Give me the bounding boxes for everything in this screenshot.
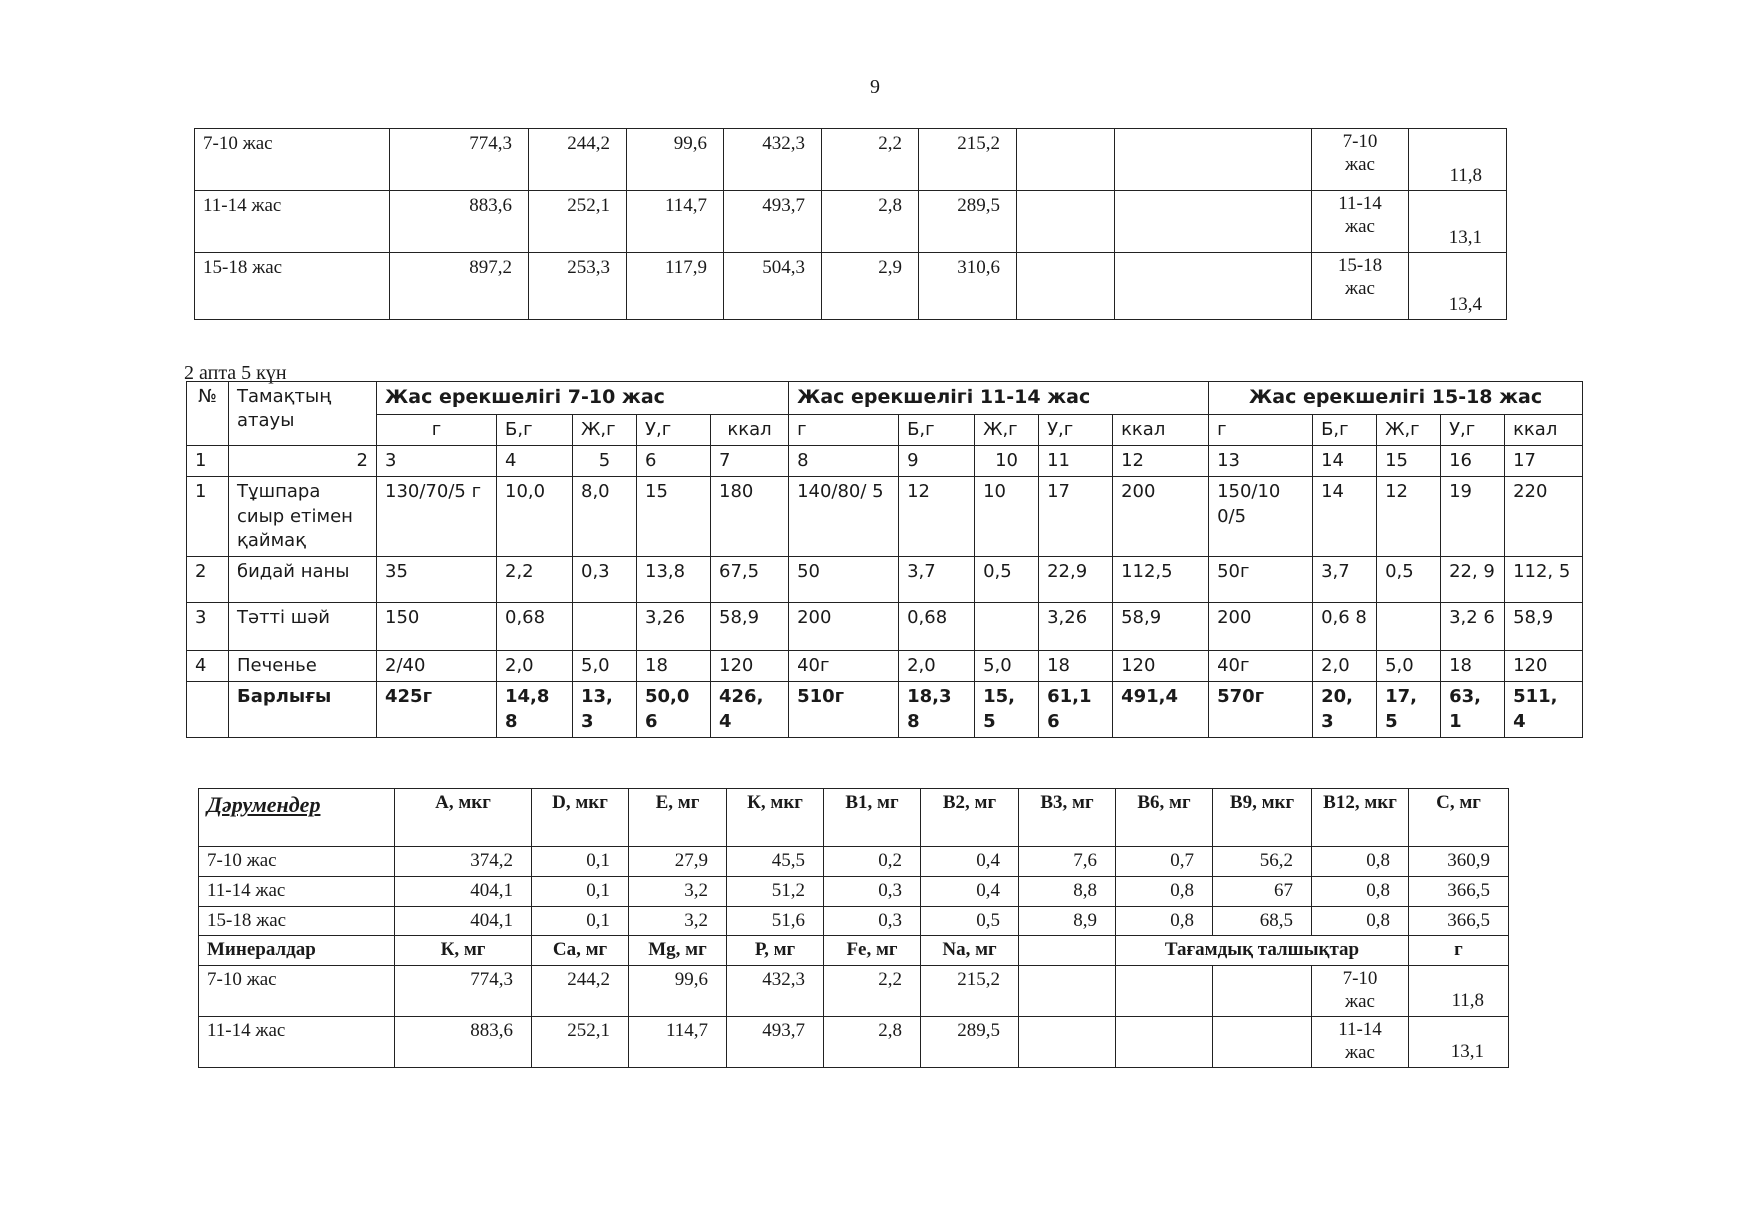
column-number: 1	[187, 445, 229, 476]
menu-value: 150/10 0/5	[1209, 477, 1313, 557]
menu-value: 22, 9	[1441, 557, 1505, 603]
mineral-value: 114,7	[629, 1016, 727, 1067]
column-number: 12	[1113, 445, 1209, 476]
vitamin-header: В9, мкг	[1213, 789, 1312, 847]
column-number: 2	[229, 445, 377, 476]
subheader-cell: У,г	[1441, 414, 1505, 445]
mineral-header: Р, мг	[727, 936, 824, 966]
vitamin-value: 360,9	[1409, 847, 1509, 877]
mg-value: 117,9	[627, 253, 724, 320]
menu-value: 130/70/5 г	[377, 477, 497, 557]
vitamin-value: 8,8	[1019, 876, 1116, 906]
mineral-table-title: Минералдар	[199, 936, 395, 966]
empty-cell	[1116, 1016, 1213, 1067]
vitamin-value: 0,1	[532, 876, 629, 906]
total-row	[187, 682, 1583, 738]
vitamin-header: В3, мг	[1019, 789, 1116, 847]
menu-value	[975, 603, 1039, 651]
mineral-header: Mg, мг	[629, 936, 727, 966]
empty-cell	[1213, 1016, 1312, 1067]
mg-value: 99,6	[627, 129, 724, 191]
menu-value: 5,0	[573, 651, 637, 682]
vitamin-value: 0,8	[1116, 876, 1213, 906]
menu-value: 19	[1441, 477, 1505, 557]
vitamin-value: 67	[1213, 876, 1312, 906]
vitamin-row	[199, 876, 1509, 906]
ca-value: 252,1	[529, 191, 627, 253]
total-value: 511, 4	[1505, 682, 1583, 738]
fiber-age-unit: жас	[1345, 277, 1375, 299]
empty-cell	[1019, 1016, 1116, 1067]
fiber-age-range: 11-14	[1338, 193, 1382, 214]
menu-value: 0,5	[975, 557, 1039, 603]
fiber-value: 13,1	[1409, 1016, 1509, 1067]
page-number: 9	[870, 76, 880, 98]
row-label: 11-14 жас	[199, 1016, 395, 1067]
menu-value: 112,5	[1113, 557, 1209, 603]
total-value: 61,1 6	[1039, 682, 1113, 738]
fiber-age-label	[1312, 966, 1409, 1017]
fiber-unit-header: г	[1409, 936, 1509, 966]
subheader-cell: ккал	[1113, 414, 1209, 445]
menu-value: 12	[899, 477, 975, 557]
empty-cell	[1115, 129, 1312, 191]
total-value: 425г	[377, 682, 497, 738]
mineral-header: Са, мг	[532, 936, 629, 966]
na-value: 310,6	[919, 253, 1017, 320]
menu-value: 58,9	[711, 603, 789, 651]
vitamin-value: 0,8	[1312, 876, 1409, 906]
age-group-header: Жас ерекшелігі 7-10 жас	[377, 382, 789, 415]
vitamin-value: 0,1	[532, 847, 629, 877]
k-value: 897,2	[390, 253, 529, 320]
vitamin-value: 0,8	[1116, 906, 1213, 936]
mineral-header-row	[199, 936, 1509, 966]
column-number: 4	[497, 445, 573, 476]
menu-value: 0,3	[573, 557, 637, 603]
column-number: 3	[377, 445, 497, 476]
mineral-value: 289,5	[921, 1016, 1019, 1067]
empty-cell	[187, 682, 229, 738]
vitamin-table-title: Дәрумендер	[199, 789, 395, 847]
mineral-row	[199, 1016, 1509, 1067]
fiber-value: 11,8	[1409, 129, 1507, 191]
vitamin-value: 0,4	[921, 876, 1019, 906]
menu-value: 3,26	[1039, 603, 1113, 651]
fe-value: 2,8	[822, 191, 919, 253]
fiber-value: 13,4	[1409, 253, 1507, 320]
vitamin-header-row	[199, 789, 1509, 847]
food-name: бидай наны	[229, 557, 377, 603]
mineral-value: 493,7	[727, 1016, 824, 1067]
mineral-value: 432,3	[727, 966, 824, 1017]
total-value: 491,4	[1113, 682, 1209, 738]
vitamin-header: С, мг	[1409, 789, 1509, 847]
menu-row	[187, 603, 1583, 651]
subheader-cell: Б,г	[497, 414, 573, 445]
row-label: 11-14 жас	[195, 191, 390, 253]
vitamin-value: 0,4	[921, 847, 1019, 877]
mg-value: 114,7	[627, 191, 724, 253]
vitamin-value: 56,2	[1213, 847, 1312, 877]
menu-value: 180	[711, 477, 789, 557]
table-row	[195, 191, 1507, 253]
vitamin-value: 0,5	[921, 906, 1019, 936]
empty-cell	[1019, 966, 1116, 1017]
menu-value: 0,68	[497, 603, 573, 651]
row-number: 1	[187, 477, 229, 557]
fiber-age-range: 7-10	[1342, 968, 1378, 990]
vitamin-header: В12, мкг	[1312, 789, 1409, 847]
subheader-cell: Б,г	[899, 414, 975, 445]
vitamin-value: 0,1	[532, 906, 629, 936]
total-value: 14,8 8	[497, 682, 573, 738]
vitamin-value: 0,7	[1116, 847, 1213, 877]
menu-value: 5,0	[975, 651, 1039, 682]
menu-value: 13,8	[637, 557, 711, 603]
total-value: 50,0 6	[637, 682, 711, 738]
table-subheader-row	[187, 414, 1583, 445]
fiber-age-range: 11-14	[1338, 1018, 1382, 1040]
menu-value: 120	[1505, 651, 1583, 682]
menu-value: 200	[1209, 603, 1313, 651]
menu-value: 0,6 8	[1313, 603, 1377, 651]
empty-cell	[1115, 253, 1312, 320]
menu-value	[573, 603, 637, 651]
vitamin-value: 51,6	[727, 906, 824, 936]
fiber-value: 11,8	[1409, 966, 1509, 1017]
mineral-value: 252,1	[532, 1016, 629, 1067]
menu-value: 3,7	[1313, 557, 1377, 603]
total-value: 20, 3	[1313, 682, 1377, 738]
menu-value: 58,9	[1505, 603, 1583, 651]
vitamin-value: 0,3	[824, 876, 921, 906]
subheader-cell: Ж,г	[1377, 414, 1441, 445]
vitamin-value: 3,2	[629, 906, 727, 936]
food-name: Тәтті шәй	[229, 603, 377, 651]
vitamin-row	[199, 906, 1509, 936]
age-group-header: Жас ерекшелігі 11-14 жас	[789, 382, 1209, 415]
na-value: 215,2	[919, 129, 1017, 191]
subheader-cell: Ж,г	[573, 414, 637, 445]
fiber-age-unit: жас	[1345, 1041, 1375, 1063]
menu-value: 5,0	[1377, 651, 1441, 682]
menu-value: 220	[1505, 477, 1583, 557]
menu-value: 58,9	[1113, 603, 1209, 651]
total-value: 426, 4	[711, 682, 789, 738]
vitamin-value: 0,3	[824, 906, 921, 936]
row-label: 11-14 жас	[199, 876, 395, 906]
fiber-age-unit: жас	[1345, 215, 1375, 237]
subheader-cell: ккал	[1505, 414, 1583, 445]
vitamin-header: А, мкг	[395, 789, 532, 847]
fiber-age-label	[1312, 129, 1409, 191]
menu-value: 120	[711, 651, 789, 682]
fiber-age-range: 15-18	[1337, 255, 1383, 276]
na-value: 289,5	[919, 191, 1017, 253]
empty-cell	[1115, 191, 1312, 253]
column-number: 17	[1505, 445, 1583, 476]
section-label: 2 апта 5 күн	[184, 362, 287, 384]
subheader-cell: ккал	[711, 414, 789, 445]
menu-value: 50	[789, 557, 899, 603]
mineral-value: 244,2	[532, 966, 629, 1017]
ca-value: 244,2	[529, 129, 627, 191]
menu-value: 0,68	[899, 603, 975, 651]
vitamin-value: 404,1	[395, 876, 532, 906]
vitamin-value: 68,5	[1213, 906, 1312, 936]
row-number: 2	[187, 557, 229, 603]
empty-cell	[1213, 966, 1312, 1017]
empty-cell	[1017, 191, 1115, 253]
menu-row	[187, 557, 1583, 603]
menu-value: 8,0	[573, 477, 637, 557]
menu-value: 2,0	[497, 651, 573, 682]
vitamin-header: К, мкг	[727, 789, 824, 847]
total-label: Барлығы	[229, 682, 377, 738]
column-number-row	[187, 445, 1583, 476]
menu-value: 40г	[1209, 651, 1313, 682]
mineral-value: 2,8	[824, 1016, 921, 1067]
mineral-row	[199, 966, 1509, 1017]
menu-value: 2,2	[497, 557, 573, 603]
menu-value	[1377, 603, 1441, 651]
menu-value: 50г	[1209, 557, 1313, 603]
mineral-value: 774,3	[395, 966, 532, 1017]
menu-value: 18	[637, 651, 711, 682]
fe-value: 2,2	[822, 129, 919, 191]
k-value: 774,3	[390, 129, 529, 191]
menu-value: 150	[377, 603, 497, 651]
vitamin-header: В6, мг	[1116, 789, 1213, 847]
fiber-value: 13,1	[1409, 191, 1507, 253]
column-number: 9	[899, 445, 975, 476]
ca-value: 253,3	[529, 253, 627, 320]
vitamin-value: 366,5	[1409, 876, 1509, 906]
menu-value: 40г	[789, 651, 899, 682]
table-header-row	[187, 382, 1583, 415]
subheader-cell: У,г	[637, 414, 711, 445]
column-number: 15	[1377, 445, 1441, 476]
menu-body	[187, 477, 1583, 682]
vitamin-value: 27,9	[629, 847, 727, 877]
menu-value: 18	[1441, 651, 1505, 682]
vitamin-value: 404,1	[395, 906, 532, 936]
mineral-value: 883,6	[395, 1016, 532, 1067]
menu-value: 12	[1377, 477, 1441, 557]
column-number: 7	[711, 445, 789, 476]
total-value: 63, 1	[1441, 682, 1505, 738]
vitamin-header: В1, мг	[824, 789, 921, 847]
vitamin-value: 3,2	[629, 876, 727, 906]
empty-cell	[1017, 253, 1115, 320]
row-label: 7-10 жас	[195, 129, 390, 191]
menu-value: 120	[1113, 651, 1209, 682]
empty-cell	[1019, 936, 1116, 966]
p-value: 432,3	[724, 129, 822, 191]
column-number: 10	[975, 445, 1039, 476]
vitamin-row	[199, 847, 1509, 877]
vitamin-value: 0,8	[1312, 906, 1409, 936]
menu-value: 10,0	[497, 477, 573, 557]
vitamin-body	[199, 847, 1509, 936]
menu-value: 2,0	[899, 651, 975, 682]
menu-table	[186, 381, 1583, 738]
column-number: 5	[573, 445, 637, 476]
food-name-header-line2: атауы	[237, 410, 295, 432]
food-name-header-line1: Тамақтың	[237, 386, 332, 407]
vitamin-value: 45,5	[727, 847, 824, 877]
vitamin-mineral-table	[198, 788, 1509, 1068]
p-value: 504,3	[724, 253, 822, 320]
mineral-value: 2,2	[824, 966, 921, 1017]
table-row	[195, 253, 1507, 320]
vitamin-value: 0,2	[824, 847, 921, 877]
row-label: 7-10 жас	[199, 966, 395, 1017]
subheader-cell: У,г	[1039, 414, 1113, 445]
mineral-continuation-table	[194, 128, 1507, 320]
vitamin-value: 8,9	[1019, 906, 1116, 936]
column-number: 16	[1441, 445, 1505, 476]
column-number: 6	[637, 445, 711, 476]
mineral-header: Fe, мг	[824, 936, 921, 966]
menu-row	[187, 477, 1583, 557]
menu-value: 18	[1039, 651, 1113, 682]
vitamin-value: 51,2	[727, 876, 824, 906]
total-value: 17, 5	[1377, 682, 1441, 738]
table-row	[195, 129, 1507, 191]
column-number: 14	[1313, 445, 1377, 476]
vitamin-value: 374,2	[395, 847, 532, 877]
number-header: №	[187, 382, 229, 446]
vitamin-header: В2, мг	[921, 789, 1019, 847]
vitamin-value: 366,5	[1409, 906, 1509, 936]
vitamin-header: D, мкг	[532, 789, 629, 847]
subheader-cell: г	[377, 414, 497, 445]
vitamin-value: 0,8	[1312, 847, 1409, 877]
fiber-age-label	[1312, 191, 1409, 253]
food-name-header	[229, 382, 377, 446]
subheader-cell: Ж,г	[975, 414, 1039, 445]
k-value: 883,6	[390, 191, 529, 253]
total-value: 15, 5	[975, 682, 1039, 738]
menu-value: 200	[789, 603, 899, 651]
total-value: 18,3 8	[899, 682, 975, 738]
row-number: 4	[187, 651, 229, 682]
menu-value: 35	[377, 557, 497, 603]
menu-value: 3,7	[899, 557, 975, 603]
subheader-cell: г	[789, 414, 899, 445]
fiber-age-unit: жас	[1345, 991, 1375, 1013]
menu-value: 3,26	[637, 603, 711, 651]
menu-value: 3,2 6	[1441, 603, 1505, 651]
mineral-header: Na, мг	[921, 936, 1019, 966]
column-number: 13	[1209, 445, 1313, 476]
subheader-cell: г	[1209, 414, 1313, 445]
menu-value: 2,0	[1313, 651, 1377, 682]
mineral-value: 99,6	[629, 966, 727, 1017]
p-value: 493,7	[724, 191, 822, 253]
fe-value: 2,9	[822, 253, 919, 320]
menu-value: 15	[637, 477, 711, 557]
menu-value: 112, 5	[1505, 557, 1583, 603]
empty-cell	[1116, 966, 1213, 1017]
vitamin-value: 7,6	[1019, 847, 1116, 877]
menu-value: 10	[975, 477, 1039, 557]
vitamin-header: Е, мг	[629, 789, 727, 847]
column-number: 8	[789, 445, 899, 476]
column-number: 11	[1039, 445, 1113, 476]
fiber-header: Тағамдық талшықтар	[1116, 936, 1409, 966]
menu-row	[187, 651, 1583, 682]
food-name: Печенье	[229, 651, 377, 682]
menu-value: 140/80/ 5	[789, 477, 899, 557]
row-label: 15-18 жас	[199, 906, 395, 936]
fiber-age-range: 7-10	[1342, 131, 1378, 152]
fiber-age-label	[1312, 1016, 1409, 1067]
menu-value: 14	[1313, 477, 1377, 557]
mineral-value: 215,2	[921, 966, 1019, 1017]
empty-cell	[1017, 129, 1115, 191]
menu-value: 67,5	[711, 557, 789, 603]
fiber-age-unit: жас	[1345, 153, 1375, 175]
age-group-header: Жас ерекшелігі 15-18 жас	[1209, 382, 1583, 415]
row-label: 7-10 жас	[199, 847, 395, 877]
fiber-age-label	[1312, 253, 1409, 320]
total-value: 570г	[1209, 682, 1313, 738]
subheader-cell: Б,г	[1313, 414, 1377, 445]
food-name: Тұшпара сиыр етімен қаймақ	[229, 477, 377, 557]
row-label: 15-18 жас	[195, 253, 390, 320]
menu-value: 0,5	[1377, 557, 1441, 603]
mineral-header: К, мг	[395, 936, 532, 966]
menu-value: 2/40	[377, 651, 497, 682]
menu-value: 200	[1113, 477, 1209, 557]
mineral-body	[199, 966, 1509, 1067]
total-value: 510г	[789, 682, 899, 738]
menu-value: 22,9	[1039, 557, 1113, 603]
menu-value: 17	[1039, 477, 1113, 557]
row-number: 3	[187, 603, 229, 651]
total-value: 13, 3	[573, 682, 637, 738]
